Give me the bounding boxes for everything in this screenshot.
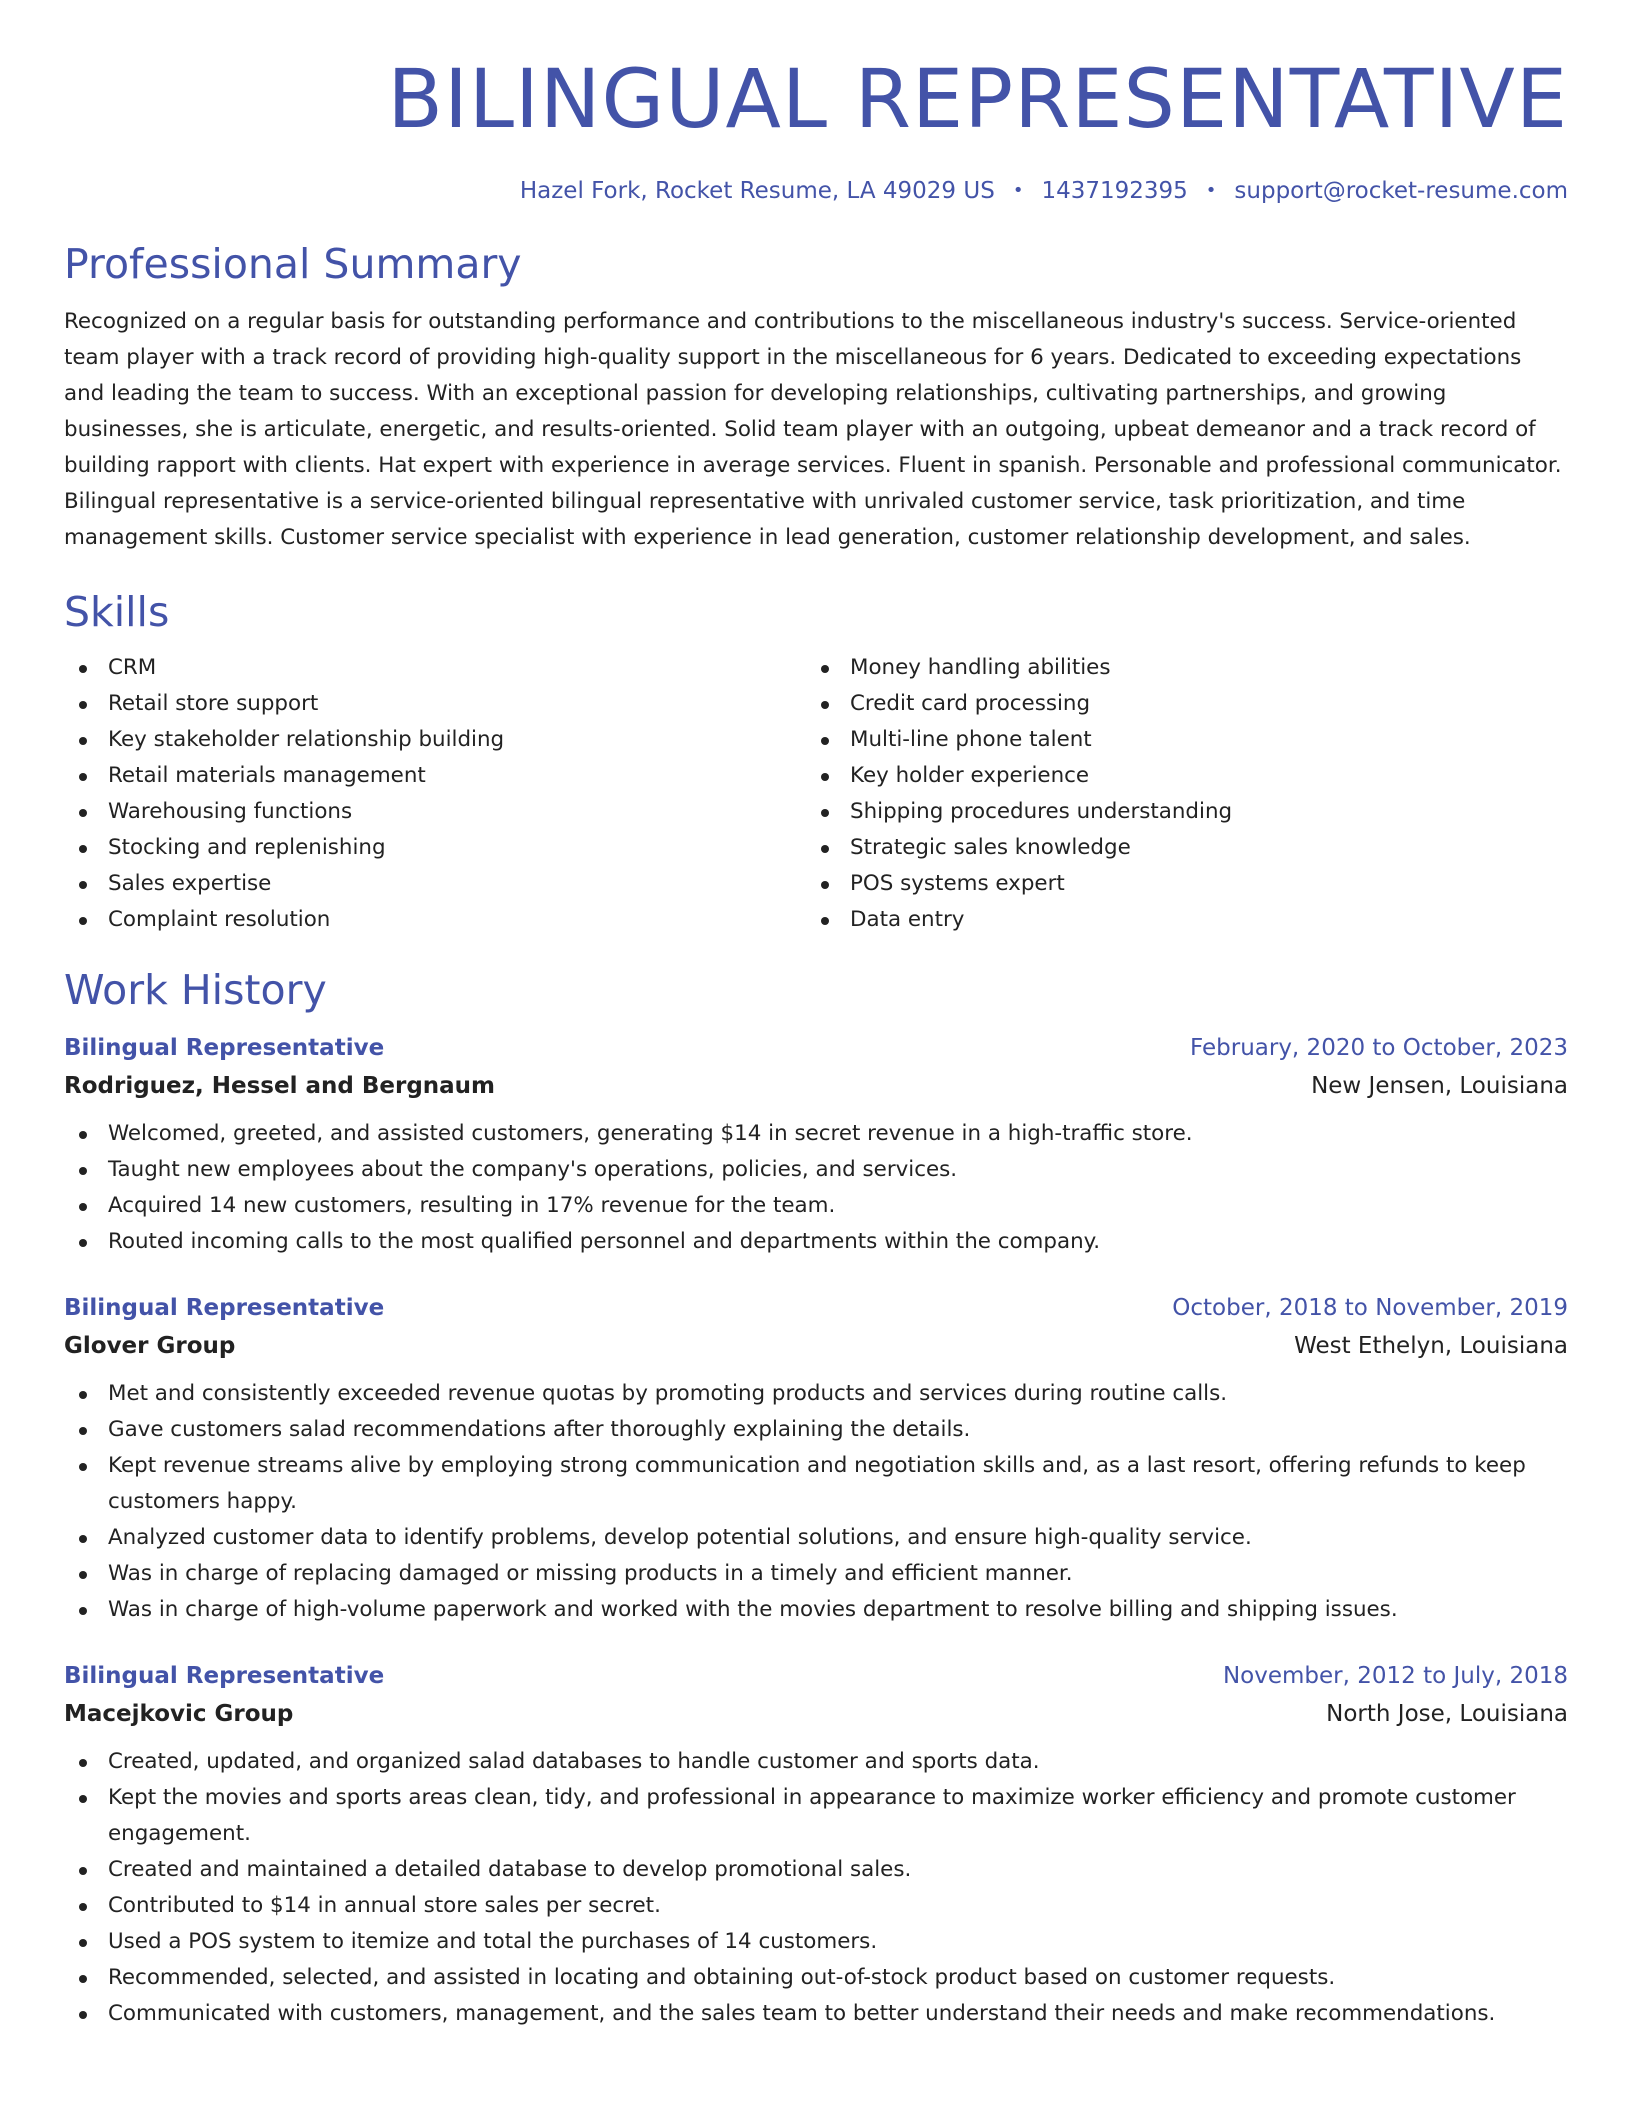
skill-item: Warehousing functions xyxy=(64,794,806,830)
job-location: North Jose, Louisiana xyxy=(1326,1701,1568,1727)
job-company: Rodriguez, Hessel and Bergnaum xyxy=(64,1073,496,1099)
job-bullet: Kept the movies and sports areas clean, tidy, and professional in appearance to maximize worker efficiency and promote customer engagement. xyxy=(64,1780,1568,1852)
job-location: New Jensen, Louisiana xyxy=(1311,1073,1568,1099)
job-bullet: Met and consistently exceeded revenue quotas by promoting products and services during routine calls. xyxy=(64,1376,1568,1412)
job-dates: October, 2018 to November, 2019 xyxy=(1172,1295,1568,1321)
job-bullet: Was in charge of replacing damaged or missing products in a timely and efficient manner. xyxy=(64,1556,1568,1592)
job-bullets xyxy=(64,1744,1568,2032)
job-title: Bilingual Representative xyxy=(64,1663,385,1689)
job-bullets xyxy=(64,1376,1568,1628)
job-company-row xyxy=(64,1326,1568,1366)
job-entry xyxy=(64,1290,1568,1628)
job-bullet: Welcomed, greeted, and assisted customers, generating $14 in secret revenue in a high-traffic store. xyxy=(64,1116,1568,1152)
skill-item: Complaint resolution xyxy=(64,902,806,938)
contact-separator: • xyxy=(1012,180,1024,201)
job-company: Macejkovic Group xyxy=(64,1701,294,1727)
job-bullet: Was in charge of high-volume paperwork and worked with the movies department to resolve billing and shipping issues. xyxy=(64,1592,1568,1628)
job-bullet: Kept revenue streams alive by employing strong communication and negotiation skills and, as a last resort, offering refunds to keep customers happy. xyxy=(64,1448,1568,1520)
contact-line xyxy=(64,176,1568,206)
skills-column-left xyxy=(64,650,806,938)
job-bullet: Analyzed customer data to identify problems, develop potential solutions, and ensure high-quality service. xyxy=(64,1520,1568,1556)
skill-item: Data entry xyxy=(806,902,1548,938)
skill-item: Key stakeholder relationship building xyxy=(64,722,806,758)
job-dates: February, 2020 to October, 2023 xyxy=(1190,1035,1568,1061)
contact-address: Hazel Fork, Rocket Resume, LA 49029 US xyxy=(519,178,995,204)
skill-item: Strategic sales knowledge xyxy=(806,830,1548,866)
skill-item: Retail materials management xyxy=(64,758,806,794)
job-bullet: Created and maintained a detailed database to develop promotional sales. xyxy=(64,1852,1568,1888)
job-entry xyxy=(64,1658,1568,2032)
skill-item: POS systems expert xyxy=(806,866,1548,902)
skill-item: Credit card processing xyxy=(806,686,1548,722)
job-header-row xyxy=(64,1658,1568,1694)
job-bullet: Used a POS system to itemize and total the purchases of 14 customers. xyxy=(64,1924,1568,1960)
job-header-row xyxy=(64,1030,1568,1066)
skill-item: Shipping procedures understanding xyxy=(806,794,1548,830)
skill-item: Retail store support xyxy=(64,686,806,722)
skills-column-right xyxy=(806,650,1548,938)
job-location: West Ethelyn, Louisiana xyxy=(1294,1333,1568,1359)
skill-item: Multi-line phone talent xyxy=(806,722,1548,758)
job-title: Bilingual Representative xyxy=(64,1295,385,1321)
summary-text: Recognized on a regular basis for outstanding performance and contributions to the miscellaneous industry's success. Service-oriented team player with a track record of providing high-quality support in the miscellaneous for 6 years. Dedicated to exceeding expectations and leading the team to success. With an exceptional passion for developing relationships, cultivating partnerships, and growing businesses, she is articulate, energetic, and results-oriented. Solid team player with an outgoing, upbeat demeanor and a track record of building rapport with clients. Hat expert with experience in average services. Fluent in spanish. Personable and professional communicator. Bilingual representative is a service-oriented bilingual representative with unrivaled customer service, task prioritization, and time management skills. Customer service specialist with experience in lead generation, customer relationship development, and sales. xyxy=(64,309,1562,550)
job-bullet: Recommended, selected, and assisted in locating and obtaining out-of-stock product based on customer requests. xyxy=(64,1960,1568,1996)
job-company-row xyxy=(64,1066,1568,1106)
skill-item: CRM xyxy=(64,650,806,686)
job-header-row xyxy=(64,1290,1568,1326)
contact-separator: • xyxy=(1205,180,1217,201)
contact-email: support@rocket-resume.com xyxy=(1234,178,1568,204)
skill-item: Money handling abilities xyxy=(806,650,1548,686)
job-dates: November, 2012 to July, 2018 xyxy=(1222,1663,1568,1689)
job-bullet: Contributed to $14 in annual store sales per secret. xyxy=(64,1888,1568,1924)
work-history-heading: Work History xyxy=(64,966,327,1014)
job-company-row xyxy=(64,1694,1568,1734)
skill-item: Sales expertise xyxy=(64,866,806,902)
job-bullet: Taught new employees about the company's operations, policies, and services. xyxy=(64,1152,1568,1188)
job-company: Glover Group xyxy=(64,1333,236,1359)
job-bullet: Routed incoming calls to the most qualified personnel and departments within the company. xyxy=(64,1224,1568,1260)
job-bullet: Communicated with customers, management, and the sales team to better understand their needs and make recommendations. xyxy=(64,1996,1568,2032)
resume-title: BILINGUAL REPRESENTATIVE xyxy=(387,53,1568,147)
contact-phone: 1437192395 xyxy=(1041,178,1188,204)
skill-item: Stocking and replenishing xyxy=(64,830,806,866)
job-bullet: Gave customers salad recommendations after thoroughly explaining the details. xyxy=(64,1412,1568,1448)
skills-heading: Skills xyxy=(64,588,170,636)
summary-heading: Professional Summary xyxy=(64,240,522,288)
job-bullets xyxy=(64,1116,1568,1260)
job-entry xyxy=(64,1030,1568,1260)
skills-grid xyxy=(64,650,1568,938)
skill-item: Key holder experience xyxy=(806,758,1548,794)
job-bullet: Created, updated, and organized salad databases to handle customer and sports data. xyxy=(64,1744,1568,1780)
job-title: Bilingual Representative xyxy=(64,1035,385,1061)
job-bullet: Acquired 14 new customers, resulting in 17% revenue for the team. xyxy=(64,1188,1568,1224)
